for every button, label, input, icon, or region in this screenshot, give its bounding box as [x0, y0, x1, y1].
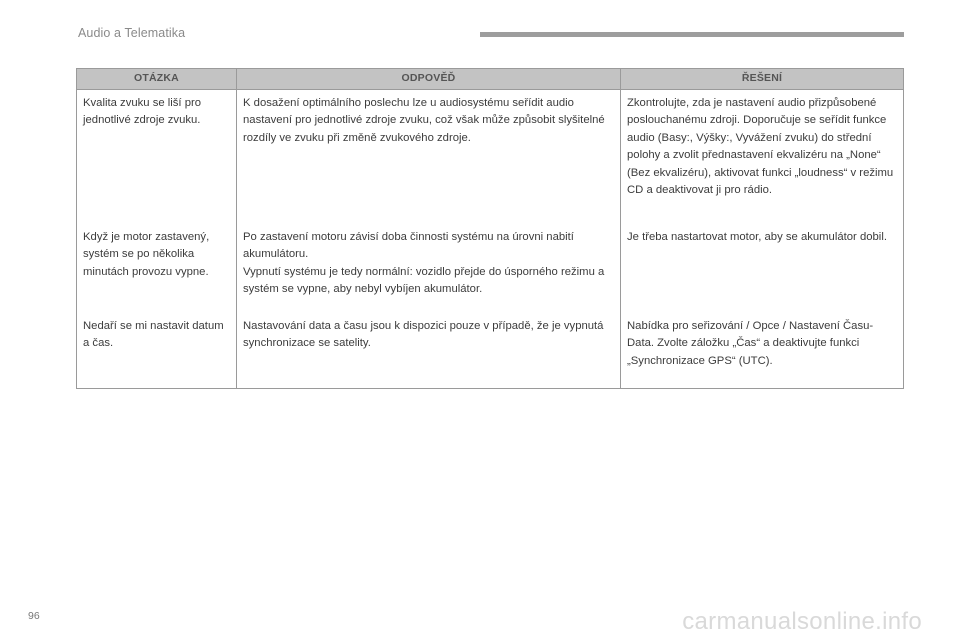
answer-text-line-2: Vypnutí systému je tedy normální: vozidlo přejde do úsporného režimu a systém se vypne, aby nebyl vybíjen akumulátor. — [243, 265, 605, 296]
answer-cell — [237, 90, 621, 225]
answer-text-line-1: Po zastavení motoru závisí doba činnosti systému na úrovni nabití akumulátoru. — [243, 231, 574, 261]
question-cell — [77, 90, 237, 225]
solution-cell — [621, 313, 904, 389]
answer-text: Nastavování data a času jsou k dispozici pouze v případě, že je vypnutá synchronizace se satelity. — [243, 320, 604, 350]
column-header-question: OTÁZKA — [77, 69, 237, 90]
question-text: Když je motor zastavený, systém se po několika minutách provozu vypne. — [83, 231, 210, 278]
page-number: 96 — [28, 610, 40, 622]
page-header-title: Audio a Telematika — [78, 26, 186, 40]
table-header-row — [77, 69, 904, 90]
column-header-answer: ODPOVĚĎ — [237, 69, 621, 90]
faq-table — [76, 68, 904, 389]
header-divider-bar — [480, 32, 904, 37]
table-row — [77, 224, 904, 313]
solution-text: Je třeba nastartovat motor, aby se akumulátor dobil. — [627, 231, 887, 243]
solution-cell — [621, 224, 904, 313]
answer-text: K dosažení optimálního poslechu lze u audiosystému seřídit audio nastavení pro jednotlivé zdroje zvuku, což však může způsobit slyšitelné rozdíly ve zvuku při změně zvukového zdroje. — [243, 97, 605, 144]
table-row — [77, 313, 904, 389]
watermark-text: carmanualsonline.info — [682, 608, 922, 635]
question-text: Nedaří se mi nastavit datum a čas. — [83, 320, 224, 350]
answer-cell — [237, 313, 621, 389]
question-text: Kvalita zvuku se liší pro jednotlivé zdroje zvuku. — [83, 97, 202, 127]
table-row — [77, 90, 904, 225]
answer-cell — [237, 224, 621, 313]
question-cell — [77, 313, 237, 389]
solution-text: Nabídka pro seřizování / Opce / Nastavení Času-Data. Zvolte záložku „Čas“ a deaktivujte funkci „Synchronizace GPS“ (UTC). — [627, 320, 874, 367]
question-cell — [77, 224, 237, 313]
solution-text: Zkontrolujte, zda je nastavení audio přizpůsobené poslouchanému zdroji. Doporučuje se seřídit funkce audio (Basy:, Výšky:, Vyvážení zvuku) do střední polohy a zvolit přednastavení ekvalizéru na „None“ (Bez ekvalizéru), aktivovat funkci „loudness“ v režimu CD a deaktivovat ji pro rádio. — [627, 97, 894, 197]
solution-cell — [621, 90, 904, 225]
column-header-solution: ŘEŠENÍ — [621, 69, 904, 90]
